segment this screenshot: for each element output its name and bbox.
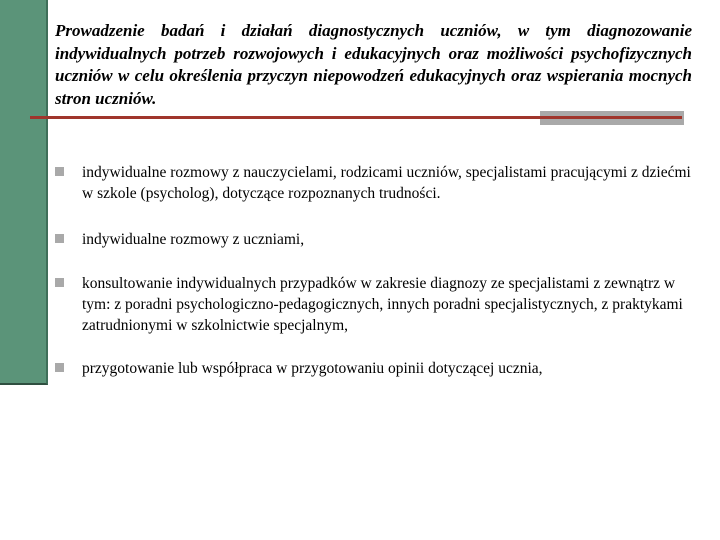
- bullet-item: [55, 229, 695, 250]
- title-underline: [30, 116, 682, 119]
- bullet-text: konsultowanie indywidualnych przypadków w zakresie diagnozy ze specjalistami z zewnątrz w tym: z poradni psychologiczno-pedagogicznych, innych poradni specjalistycznych, z praktykami zatrudnionymi w szkolnictwie specjalnym,: [82, 275, 683, 334]
- slide-title: Prowadzenie badań i działań diagnostycznych uczniów, w tym diagnozowanie indywidualnych potrzeb rozwojowych i edukacyjnych oraz możliwości psychofizycznych uczniów w celu określenia przyczyn niepowodzeń edukacyjnych oraz wspierania mocnych stron uczniów.: [55, 21, 692, 108]
- bullet-text: indywidualne rozmowy z uczniami,: [82, 231, 305, 248]
- square-bullet-icon: [55, 278, 64, 287]
- bullet-text: przygotowanie lub współpraca w przygotowaniu opinii dotyczącej ucznia,: [82, 360, 543, 377]
- bullet-item: [55, 273, 695, 336]
- side-accent-bar: [0, 0, 48, 385]
- bullet-item: [55, 358, 695, 379]
- square-bullet-icon: [55, 234, 64, 243]
- bullet-text: indywidualne rozmowy z nauczycielami, rodzicami uczniów, specjalistami pracującymi z dziećmi w szkole (psycholog), dotyczące rozpoznanych trudności.: [82, 164, 691, 202]
- bullet-item: [55, 162, 695, 204]
- square-bullet-icon: [55, 363, 64, 372]
- square-bullet-icon: [55, 167, 64, 176]
